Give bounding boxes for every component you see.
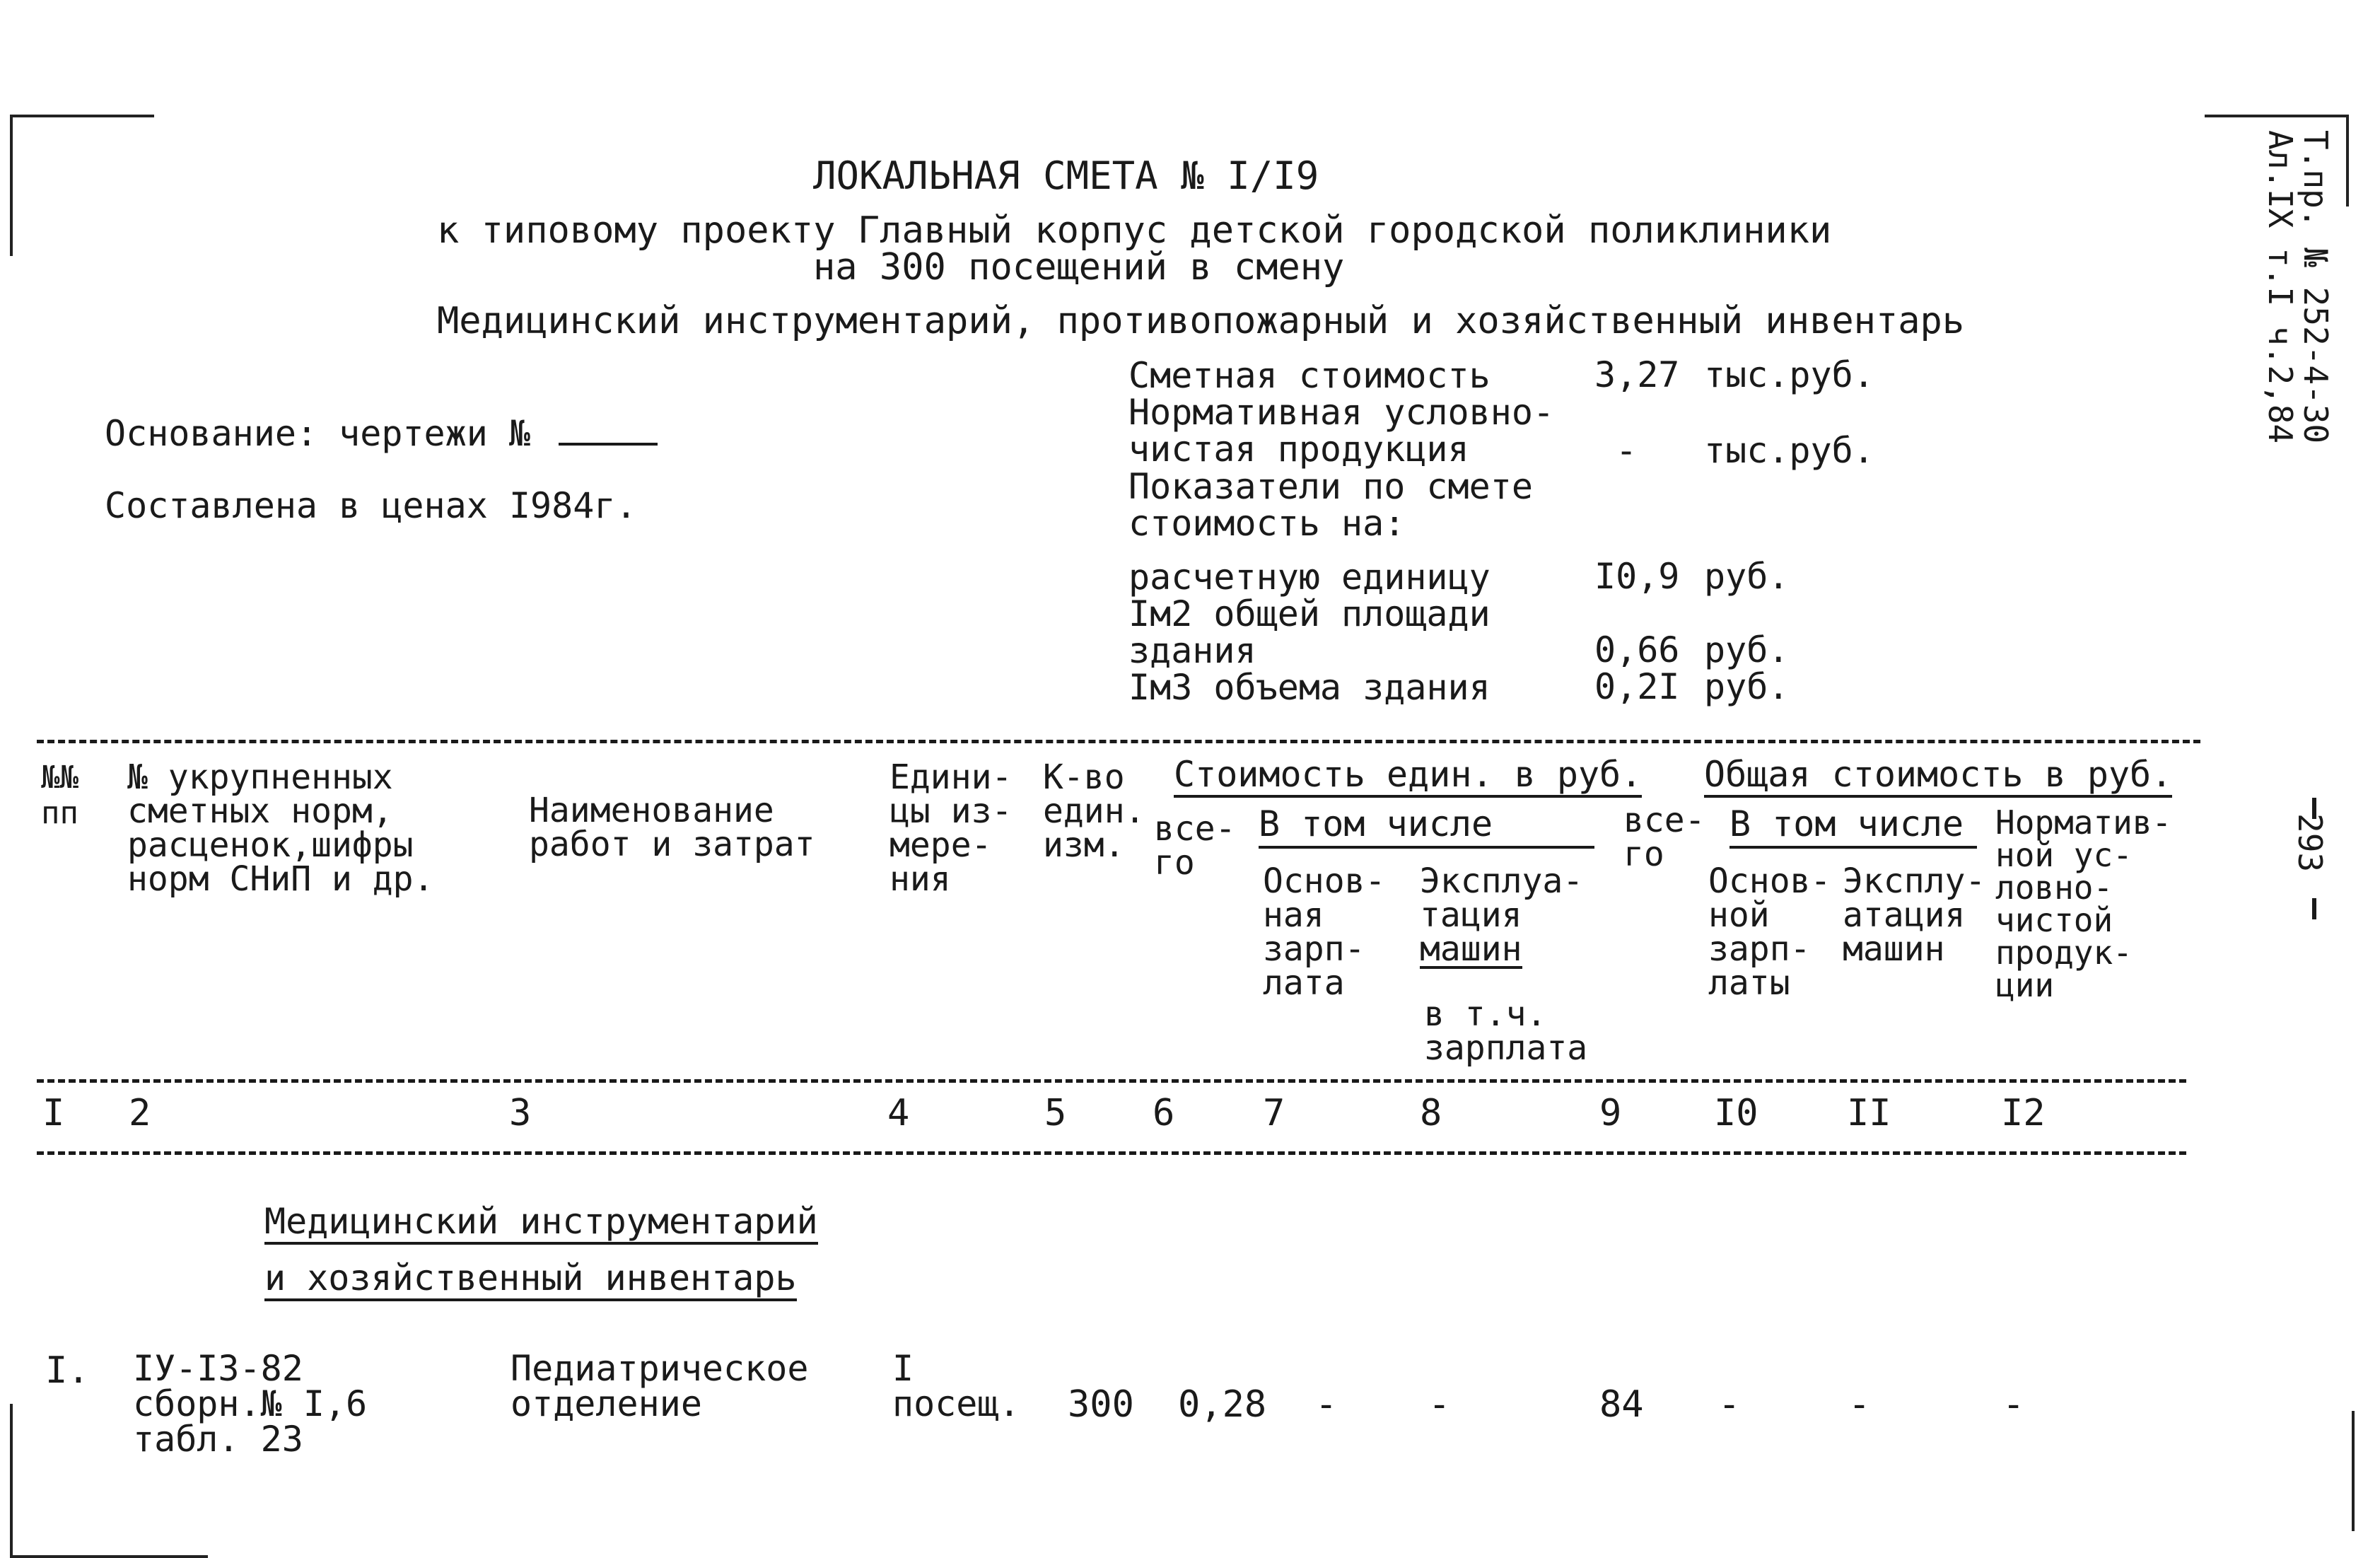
- row-1-normative: -: [2002, 1383, 2025, 1426]
- document-title: ЛОКАЛЬНАЯ СМЕТА № I/I9: [813, 153, 1319, 198]
- frame-corner-bottom-left: [10, 1555, 208, 1558]
- summary-value-1: 3,27: [1594, 354, 1680, 395]
- summary-unit-2: тыс.руб.: [1704, 430, 1874, 471]
- header-in-that-number-2: [1729, 803, 1964, 844]
- summary-value-2: -: [1616, 430, 1638, 471]
- summary-value-4: I0,9: [1594, 556, 1680, 597]
- row-1-unit-machines: -: [1428, 1383, 1451, 1426]
- colnum-5: 5: [1044, 1092, 1067, 1134]
- header-in-that-number-1-label: В том числе: [1259, 803, 1493, 844]
- row-1-code: IУ-I3-82 сборн.№ I,6 табл. 23: [133, 1348, 368, 1460]
- section-heading-line-1: [264, 1201, 818, 1242]
- colnum-8: 8: [1420, 1092, 1442, 1134]
- row-1-unit-wage: -: [1315, 1383, 1338, 1426]
- header-in-that-number-1: [1259, 803, 1493, 844]
- header-col11: Эксплу- атация машин: [1843, 861, 1986, 969]
- summary-label-3: Показатели по смете стоимость на:: [1128, 466, 1533, 544]
- summary-unit-5: руб.: [1704, 629, 1790, 670]
- basis-drawings-blank: [559, 443, 658, 446]
- section-heading-text-2: и хозяйственный инвентарь: [264, 1257, 797, 1301]
- header-col7: Основ- ная зарп- лата: [1263, 861, 1386, 1003]
- section-heading-text-1: Медицинский инструментарий: [264, 1201, 818, 1245]
- summary-label-6: Iм3 объема здания: [1128, 667, 1491, 708]
- section-title: Медицинский инструментарий, противопожарный и хозяйственный инвентарь: [437, 300, 1965, 342]
- colnum-3: 3: [509, 1092, 532, 1134]
- header-col6: все- го: [1154, 809, 1236, 883]
- basis-drawings-label: Основание: чертежи №: [105, 413, 531, 454]
- colnum-10: I0: [1714, 1092, 1758, 1134]
- frame-corner-top-left-vertical: [10, 115, 13, 256]
- row-1-name: Педиатрическое отделение: [511, 1348, 809, 1424]
- colnum-11: II: [1847, 1092, 1891, 1134]
- frame-corner-top-left: [10, 115, 154, 117]
- table-top-rule: [37, 740, 2200, 743]
- header-unit-cost-group-label: Стоимость един. в руб.: [1174, 754, 1642, 798]
- header-col2: № укрупненных сметных норм, расценок,шифры норм СНиП и др.: [127, 757, 434, 899]
- row-1-num: I.: [45, 1349, 90, 1392]
- header-total-cost-group: [1704, 754, 2173, 795]
- header-bottom-rule: [37, 1079, 2186, 1083]
- header-col4: Едини- цы из- мере- ния: [889, 757, 1013, 899]
- header-col9: все- го: [1623, 801, 1705, 874]
- header-col12: Норматив- ной ус- ловно- чистой продук- ции: [1995, 803, 2172, 1004]
- row-1-qty: 300: [1068, 1383, 1134, 1426]
- header-col8-sub: в т.ч. зарплата: [1424, 994, 1588, 1068]
- colnum-12: I2: [2001, 1092, 2046, 1134]
- subtitle-line-2: на 300 посещений в смену: [813, 246, 1345, 289]
- column-numbers-bottom-rule: [37, 1151, 2186, 1155]
- basis-prices: Составлена в ценах I984г.: [105, 485, 637, 526]
- colnum-7: 7: [1263, 1092, 1285, 1134]
- side-code-line-2: Ал.IX т.I ч.2,84: [2261, 130, 2299, 444]
- summary-unit-1: тыс.руб.: [1704, 354, 1874, 395]
- header-unit-cost-group: [1174, 754, 1643, 795]
- row-1-unit-total: 0,28: [1178, 1383, 1267, 1426]
- summary-label-2: Нормативная условно- чистая продукция: [1128, 392, 1555, 470]
- summary-label-5: Iм2 общей площади здания: [1128, 593, 1491, 671]
- colnum-9: 9: [1599, 1092, 1622, 1134]
- frame-corner-bottom-right-vertical: [2352, 1411, 2355, 1531]
- row-1-unit: I посещ.: [892, 1348, 1020, 1424]
- colnum-6: 6: [1153, 1092, 1175, 1134]
- basis-drawings: [105, 413, 658, 454]
- summary-unit-6: руб.: [1704, 666, 1790, 707]
- page-number-dash-bottom: [2312, 898, 2316, 919]
- header-col5: К-во един. изм.: [1043, 757, 1145, 865]
- section-heading-line-2: [264, 1257, 797, 1298]
- row-1-total-wage: -: [1718, 1383, 1741, 1426]
- summary-label-4: расчетную единицу: [1128, 557, 1491, 598]
- header-in-that-number-2-label: В том числе: [1729, 803, 1964, 844]
- row-1-total-machines: -: [1848, 1383, 1871, 1426]
- page-number-wrap: [2291, 813, 2329, 873]
- header-col10: Основ- ной зарп- латы: [1708, 861, 1831, 1003]
- summary-value-6: 0,2I: [1594, 666, 1680, 707]
- summary-value-5: 0,66: [1594, 629, 1680, 670]
- colnum-4: 4: [887, 1092, 910, 1134]
- frame-corner-top-right: [2205, 115, 2346, 117]
- header-col8: Эксплуа- тация машин: [1420, 861, 1584, 969]
- summary-unit-4: руб.: [1704, 556, 1790, 597]
- frame-corner-bottom-left-vertical: [10, 1404, 13, 1555]
- row-1-total: 84: [1599, 1383, 1644, 1426]
- header-total-cost-group-label: Общая стоимость в руб.: [1704, 754, 2172, 798]
- subtitle-line-1: к типовому проекту Главный корпус детской городской поликлиники: [437, 209, 1832, 252]
- header-in-that-number-2-rule: [1729, 846, 1977, 849]
- summary-label-1: Сметная стоимость: [1128, 355, 1491, 396]
- side-code-block: [2263, 130, 2333, 443]
- colnum-2: 2: [129, 1092, 151, 1134]
- frame-corner-top-right-vertical: [2346, 115, 2349, 207]
- page-number: 293: [2291, 813, 2329, 873]
- header-col3: Наименование работ и затрат: [529, 791, 815, 864]
- colnum-1: I: [42, 1092, 65, 1134]
- header-col1: №№ пп: [41, 760, 78, 831]
- side-code-line-1: Т.пр. № 252-4-30: [2297, 130, 2335, 444]
- header-in-that-number-1-rule: [1259, 846, 1594, 849]
